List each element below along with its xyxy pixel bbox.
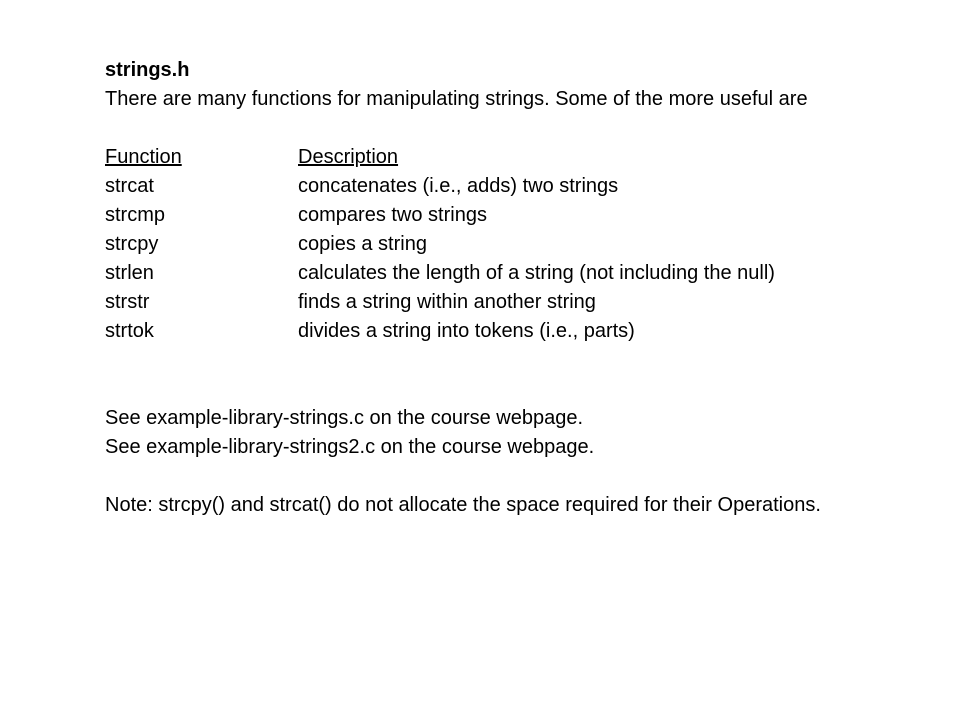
spacer — [105, 462, 905, 491]
table-row — [105, 288, 775, 317]
note-text: Note: strcpy() and strcat() do not allocate the space required for their Operations. — [105, 494, 821, 516]
see-example-line: See example-library-strings2.c on the course webpage. — [105, 436, 595, 458]
slide-content — [105, 56, 905, 520]
function-name: strcmp — [105, 204, 165, 226]
table-row — [105, 172, 775, 201]
function-description: copies a string — [298, 233, 427, 255]
table-row — [105, 317, 775, 346]
table-row — [105, 201, 775, 230]
spacer — [105, 346, 905, 404]
function-name: strcpy — [105, 233, 159, 255]
table-row — [105, 230, 775, 259]
header-function: Function — [105, 146, 182, 168]
function-name: strcat — [105, 175, 154, 197]
function-description: compares two strings — [298, 204, 487, 226]
spacer — [105, 114, 905, 143]
header-description: Description — [298, 146, 399, 168]
table-header-row — [105, 143, 775, 172]
function-description: concatenates (i.e., adds) two strings — [298, 175, 619, 197]
function-name: strtok — [105, 320, 154, 342]
function-name: strstr — [105, 291, 150, 313]
function-name: strlen — [105, 262, 154, 284]
intro-text: There are many functions for manipulating strings. Some of the more useful are — [105, 88, 808, 110]
see-example-line: See example-library-strings.c on the course webpage. — [105, 407, 584, 429]
table-row — [105, 259, 775, 288]
function-description: calculates the length of a string (not including the null) — [298, 262, 775, 284]
function-table — [105, 143, 775, 346]
slide-title: strings.h — [105, 59, 190, 81]
function-description: finds a string within another string — [298, 291, 596, 313]
function-description: divides a string into tokens (i.e., parts) — [298, 320, 635, 342]
